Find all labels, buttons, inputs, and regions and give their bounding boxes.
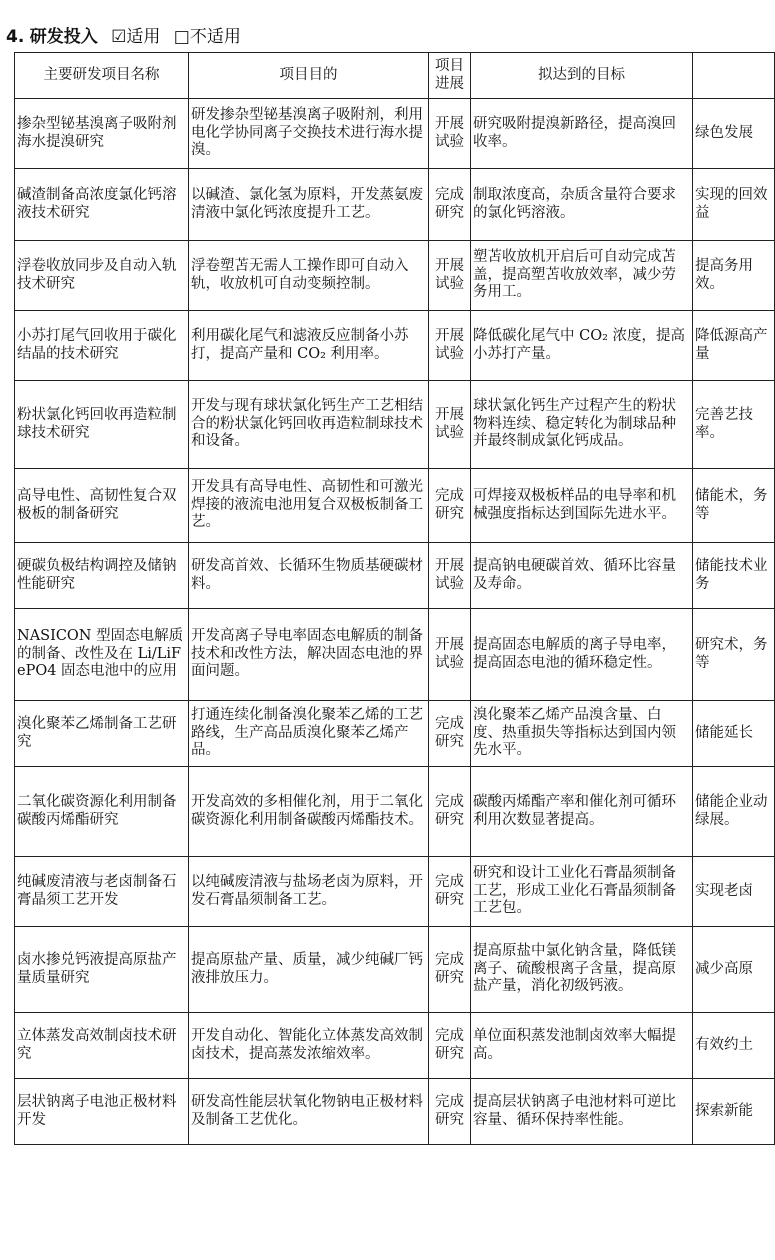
project-name-cell: 小苏打尾气回收用于碳化结晶的技术研究 [15, 311, 189, 381]
purpose-cell: 浮卷塑苫无需人工操作即可自动入轨，收放机可自动变频控制。 [189, 241, 429, 311]
purpose-cell: 开发高离子导电率固态电解质的制备技术和改性方法，解决固态电池的界面问题。 [189, 609, 429, 701]
table-row [15, 701, 775, 767]
purpose-cell: 提高原盐产量、质量，减少纯碱厂钙液排放压力。 [189, 927, 429, 1013]
progress-cell: 开展试验 [429, 381, 471, 469]
progress-cell: 完成研究 [429, 701, 471, 767]
extra-cell: 降低源高产量 [693, 311, 775, 381]
header-project-name: 主要研发项目名称 [15, 53, 189, 99]
extra-cell: 研究术，务等 [693, 609, 775, 701]
progress-cell: 完成研究 [429, 169, 471, 241]
table-header-row [15, 53, 775, 99]
rd-table [14, 52, 775, 1145]
project-name-cell: 纯碱废清液与老卤制备石膏晶须工艺开发 [15, 857, 189, 927]
progress-cell: 完成研究 [429, 767, 471, 857]
project-name-cell: NASICON 型固态电解质的制备、改性及在 Li/LiFePO4 固态电池中的应用 [15, 609, 189, 701]
project-name-cell: 立体蒸发高效制卤技术研究 [15, 1013, 189, 1079]
header-goal: 拟达到的目标 [471, 53, 693, 99]
not-applicable-option [174, 27, 241, 47]
progress-cell: 完成研究 [429, 469, 471, 543]
project-name-cell: 碱渣制备高浓度氯化钙溶液技术研究 [15, 169, 189, 241]
purpose-cell: 以碱渣、氯化氢为原料，开发蒸氨废清液中氯化钙浓度提升工艺。 [189, 169, 429, 241]
table-row [15, 311, 775, 381]
progress-cell: 开展试验 [429, 311, 471, 381]
extra-cell: 减少高原 [693, 927, 775, 1013]
checked-box-icon: ☑ [111, 27, 127, 47]
purpose-cell: 以纯碱废清液与盐场老卤为原料，开发石膏晶须制备工艺。 [189, 857, 429, 927]
table-row [15, 927, 775, 1013]
project-name-cell: 掺杂型铋基溴离子吸附剂海水提溴研究 [15, 99, 189, 169]
table-row [15, 1079, 775, 1145]
table-row [15, 99, 775, 169]
purpose-cell: 开发高效的多相催化剂，用于二氧化碳资源化利用制备碳酸丙烯酯技术。 [189, 767, 429, 857]
progress-cell: 完成研究 [429, 927, 471, 1013]
not-applicable-label: 不适用 [189, 27, 241, 47]
purpose-cell: 开发具有高导电性、高韧性和可激光焊接的液流电池用复合双极板制备工艺。 [189, 469, 429, 543]
extra-cell: 储能术，务等 [693, 469, 775, 543]
purpose-cell: 研发高性能层状氧化物钠电正极材料及制备工艺优化。 [189, 1079, 429, 1145]
table-row [15, 1013, 775, 1079]
extra-cell: 有效约土 [693, 1013, 775, 1079]
progress-cell: 完成研究 [429, 1079, 471, 1145]
table-row [15, 543, 775, 609]
unchecked-box-icon: □ [173, 27, 190, 47]
header-progress: 项目进展 [429, 53, 471, 99]
table-row [15, 767, 775, 857]
extra-cell: 绿色发展 [693, 99, 775, 169]
progress-cell: 完成研究 [429, 857, 471, 927]
header-purpose: 项目目的 [189, 53, 429, 99]
rd-table-container [14, 52, 768, 1252]
extra-cell: 储能技术业务 [693, 543, 775, 609]
project-name-cell: 溴化聚苯乙烯制备工艺研究 [15, 701, 189, 767]
purpose-cell: 研发高首效、长循环生物质基硬碳材料。 [189, 543, 429, 609]
goal-cell: 球状氯化钙生产过程产生的粉状物料连续、稳定转化为制球品种并最终制成氯化钙成品。 [471, 381, 693, 469]
goal-cell: 降低碳化尾气中 CO₂ 浓度，提高小苏打产量。 [471, 311, 693, 381]
project-name-cell: 层状钠离子电池正极材料开发 [15, 1079, 189, 1145]
progress-cell: 完成研究 [429, 1013, 471, 1079]
extra-cell: 探索新能 [693, 1079, 775, 1145]
goal-cell: 可焊接双极板样品的电导率和机械强度指标达到国际先进水平。 [471, 469, 693, 543]
progress-cell: 开展试验 [429, 241, 471, 311]
table-row [15, 609, 775, 701]
progress-cell: 开展试验 [429, 609, 471, 701]
project-name-cell: 硬碳负极结构调控及储钠性能研究 [15, 543, 189, 609]
goal-cell: 溴化聚苯乙烯产品溴含量、白度、热重损失等指标达到国内领先水平。 [471, 701, 693, 767]
table-row [15, 469, 775, 543]
progress-cell: 开展试验 [429, 99, 471, 169]
purpose-cell: 开发自动化、智能化立体蒸发高效制卤技术，提高蒸发浓缩效率。 [189, 1013, 429, 1079]
project-name-cell: 高导电性、高韧性复合双极板的制备研究 [15, 469, 189, 543]
table-row [15, 169, 775, 241]
header-extra [693, 53, 775, 99]
goal-cell: 制取浓度高，杂质含量符合要求的氯化钙溶液。 [471, 169, 693, 241]
extra-cell: 储能延长 [693, 701, 775, 767]
extra-cell: 提高务用效。 [693, 241, 775, 311]
project-name-cell: 粉状氯化钙回收再造粒制球技术研究 [15, 381, 189, 469]
goal-cell: 单位面积蒸发池制卤效率大幅提高。 [471, 1013, 693, 1079]
goal-cell: 研究吸附提溴新路径，提高溴回收率。 [471, 99, 693, 169]
goal-cell: 提高原盐中氯化钠含量，降低镁离子、硫酸根离子含量，提高原盐产量，消化初级钙液。 [471, 927, 693, 1013]
purpose-cell: 研发掺杂型铋基溴离子吸附剂，利用电化学协同离子交换技术进行海水提溴。 [189, 99, 429, 169]
table-row [15, 857, 775, 927]
purpose-cell: 打通连续化制备溴化聚苯乙烯的工艺路线，生产高品质溴化聚苯乙烯产品。 [189, 701, 429, 767]
applicable-option [111, 27, 160, 47]
extra-cell: 储能企业动绿展。 [693, 767, 775, 857]
project-name-cell: 二氧化碳资源化利用制备碳酸丙烯酯研究 [15, 767, 189, 857]
section-heading [6, 26, 241, 48]
table-row [15, 381, 775, 469]
goal-cell: 碳酸丙烯酯产率和催化剂可循环利用次数显著提高。 [471, 767, 693, 857]
table-row [15, 241, 775, 311]
project-name-cell: 卤水掺兑钙液提高原盐产量质量研究 [15, 927, 189, 1013]
project-name-cell: 浮卷收放同步及自动入轨技术研究 [15, 241, 189, 311]
goal-cell: 提高层状钠离子电池材料可逆比容量、循环保持率性能。 [471, 1079, 693, 1145]
section-title: 研发投入 [29, 27, 98, 47]
extra-cell: 实现老卤 [693, 857, 775, 927]
extra-cell: 完善艺技率。 [693, 381, 775, 469]
progress-cell: 开展试验 [429, 543, 471, 609]
section-number: 4. [6, 27, 25, 47]
goal-cell: 提高固态电解质的离子导电率，提高固态电池的循环稳定性。 [471, 609, 693, 701]
goal-cell: 提高钠电硬碳首效、循环比容量及寿命。 [471, 543, 693, 609]
goal-cell: 研究和设计工业化石膏晶须制备工艺，形成工业化石膏晶须制备工艺包。 [471, 857, 693, 927]
applicable-label: 适用 [126, 27, 161, 47]
extra-cell: 实现的回效益 [693, 169, 775, 241]
goal-cell: 塑苫收放机开启后可自动完成苫盖，提高塑苫收放效率，减少劳务用工。 [471, 241, 693, 311]
purpose-cell: 利用碳化尾气和滤液反应制备小苏打，提高产量和 CO₂ 利用率。 [189, 311, 429, 381]
purpose-cell: 开发与现有球状氯化钙生产工艺相结合的粉状氯化钙回收再造粒制球技术和设备。 [189, 381, 429, 469]
